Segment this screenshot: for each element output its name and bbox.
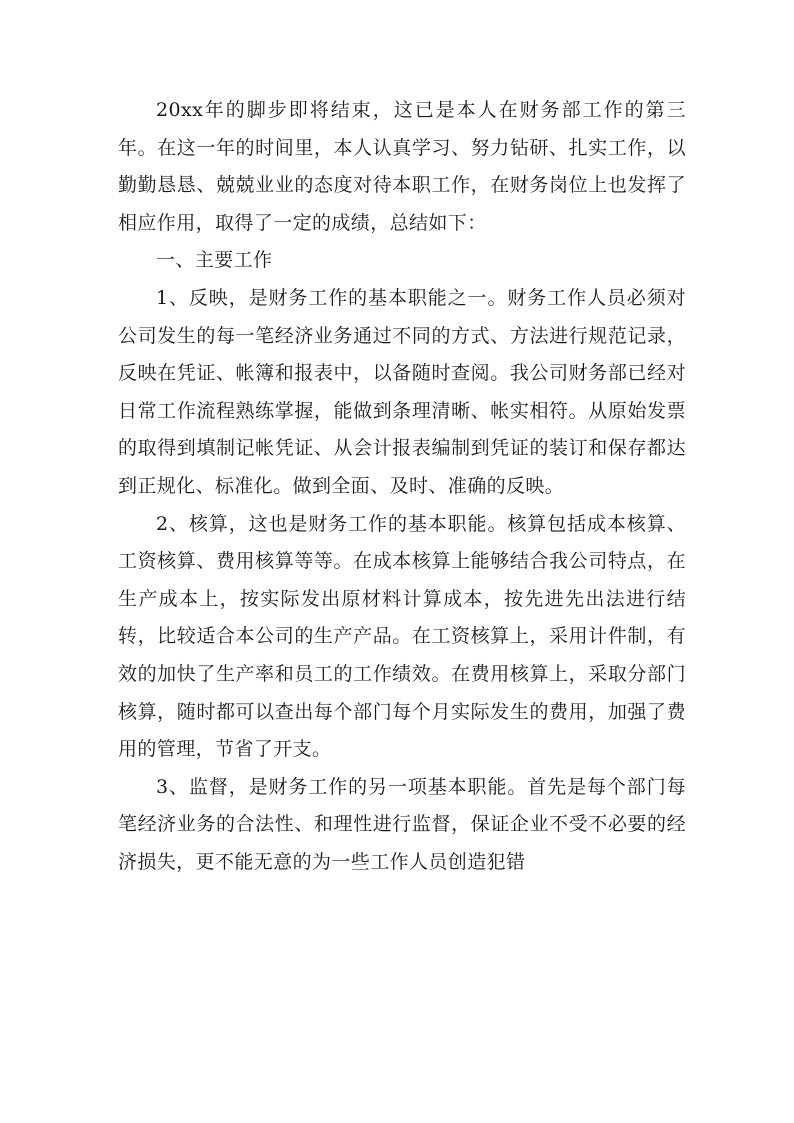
paragraph-accounting: 2、核算，这也是财务工作的基本职能。核算包括成本核算、工资核算、费用核算等等。在成本核算上能够结合我公司特点，在生产成本上，按实际发出原材料计算成本，按先进先出法进行结转，比较适合本公司的生产产品。在工资核算上，采用计件制，有效的加快了生产率和员工的工作绩效。在费用核算上，采取分部门核算，随时都可以查出每个部门每个月实际发生的费用，加强了费用的管理，节省了开支。 bbox=[118, 512, 686, 761]
intro-paragraph: 20xx年的脚步即将结束，这已是本人在财务部工作的第三年。在这一年的时间里，本人认真学习、努力钻研、扎实工作，以勤勤恳恳、兢兢业业的态度对待本职工作，在财务岗位上也发挥了相应作用，取得了一定的成绩，总结如下： bbox=[118, 99, 686, 234]
document-body bbox=[118, 92, 686, 881]
paragraph-reflect: 1、反映，是财务工作的基本职能之一。财务工作人员必须对公司发生的每一笔经济业务通过不同的方式、方法进行规范记录，反映在凭证、帐簿和报表中，以备随时查阅。我公司财务部已经对日常工作流程熟练掌握，能做到条理清晰、帐实相符。从原始发票的取得到填制记帐凭证、从会计报表编制到凭证的装订和保存都达到正规化、标准化。做到全面、及时、准确的反映。 bbox=[118, 286, 686, 497]
section-heading-main-work: 一、主要工作 bbox=[156, 249, 273, 272]
paragraph-supervision: 3、监督，是财务工作的另一项基本职能。首先是每个部门每笔经济业务的合法性、和理性进行监督，保证企业不受不必要的经济损失，更不能无意的为一些工作人员创造犯错 bbox=[118, 775, 686, 873]
